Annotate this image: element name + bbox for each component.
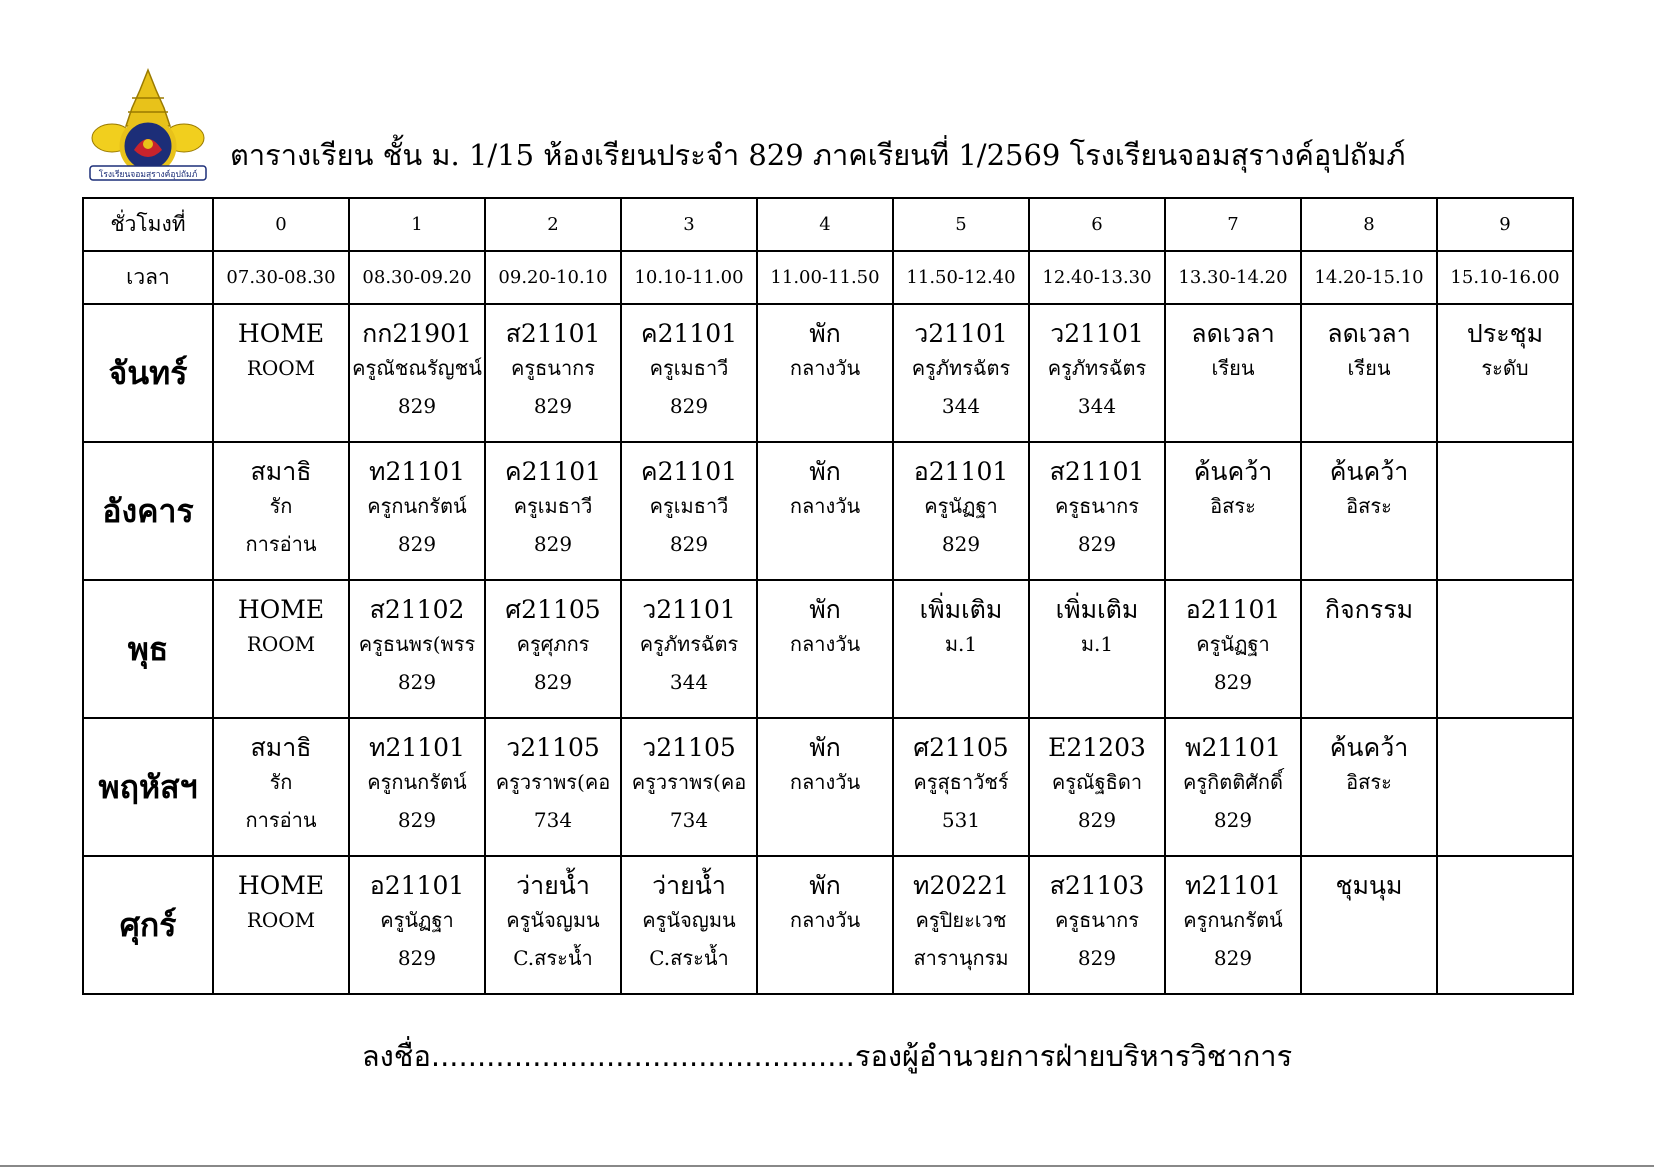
teacher-name: ครูนัจญมน [506,908,600,932]
room-number: 829 [1077,808,1117,832]
bottom-rule [0,1165,1654,1167]
subject-code: อ21101 [913,457,1009,486]
teacher-name: กลางวัน [789,356,861,380]
teacher-name: อิสระ [1346,494,1392,518]
teacher-name: ROOM [246,908,316,932]
time-slot: 07.30-08.30 [213,251,349,304]
teacher-name: ครูสุธาวัชร์ [913,770,1009,794]
period-number: 2 [485,198,621,251]
subject-code: ท20221 [912,871,1009,900]
timetable [82,197,1574,995]
subject-code: พัก [809,319,841,348]
teacher-name: ม.1 [944,632,978,656]
period-number: 4 [757,198,893,251]
teacher-name: กลางวัน [789,770,861,794]
subject-code: ลดเวลา [1191,319,1275,348]
teacher-name: ครูกิตติศักดิ์ [1183,770,1283,794]
schedule-cell [621,442,757,580]
schedule-cell [757,718,893,856]
room-number: 829 [397,946,437,970]
day-row [83,442,1573,580]
time-header-row [83,251,1573,304]
schedule-cell [349,856,485,994]
room-number: 829 [397,532,437,556]
schedule-cell [757,856,893,994]
teacher-name: ครูกนกรัตน์ [367,494,467,518]
schedule-cell [1165,442,1301,580]
schedule-cell [1029,442,1165,580]
schedule-cell [621,304,757,442]
schedule-cell [349,718,485,856]
teacher-name: รัก [269,494,293,518]
schedule-cell [1437,856,1573,994]
teacher-name: ครูภัทรฉัตร [911,356,1011,380]
schedule-cell [893,856,1029,994]
subject-code: เพิ่มเติม [1055,595,1139,624]
teacher-name: ครูณัชณรัญชน์ [352,356,482,380]
room-number: 829 [397,670,437,694]
subject-code: HOME [237,595,325,624]
time-slot: 10.10-11.00 [621,251,757,304]
room-number: 734 [533,808,573,832]
time-slot: 13.30-14.20 [1165,251,1301,304]
time-slot: 09.20-10.10 [485,251,621,304]
room-number: 829 [533,670,573,694]
schedule-cell [1301,580,1437,718]
subject-code: พ21101 [1184,733,1281,762]
schedule-cell [1165,856,1301,994]
schedule-cell [213,442,349,580]
teacher-name: อิสระ [1210,494,1256,518]
schedule-cell [1029,856,1165,994]
schedule-cell [485,580,621,718]
day-row [83,304,1573,442]
subject-code: HOME [237,871,325,900]
teacher-name: กลางวัน [789,908,861,932]
time-slot: 11.00-11.50 [757,251,893,304]
schedule-cell [621,718,757,856]
teacher-name: เรียน [1347,356,1391,380]
period-header-row [83,198,1573,251]
school-emblem-logo [86,68,210,192]
teacher-name: ROOM [246,356,316,380]
room-number: การอ่าน [245,808,317,832]
schedule-cell [349,304,485,442]
subject-code: ส21102 [369,595,465,624]
subject-code: ว่ายน้ำ [516,871,590,900]
schedule-cell [757,442,893,580]
subject-code: ว21101 [642,595,736,624]
period-number: 3 [621,198,757,251]
room-number: 344 [941,394,981,418]
schedule-cell [213,718,349,856]
day-name: พฤหัสฯ [83,718,213,856]
subject-code: อ21101 [1185,595,1281,624]
schedule-cell [1165,580,1301,718]
schedule-cell [893,580,1029,718]
schedule-cell [893,718,1029,856]
time-label: เวลา [83,251,213,304]
subject-code: ว21105 [506,733,600,762]
teacher-name: เรียน [1211,356,1255,380]
teacher-name: ครูเมธาวี [513,494,593,518]
period-number: 1 [349,198,485,251]
day-name: อังคาร [83,442,213,580]
subject-code: ศ21105 [505,595,601,624]
subject-code: ศ21105 [913,733,1009,762]
subject-code: ว21101 [914,319,1008,348]
day-row [83,580,1573,718]
subject-code: สมาธิ [250,733,312,762]
room-number: 829 [669,532,709,556]
period-number: 0 [213,198,349,251]
subject-code: ส21101 [1049,457,1145,486]
period-number: 5 [893,198,1029,251]
room-number: 531 [941,808,981,832]
subject-code: อ21101 [369,871,465,900]
schedule-cell [1029,718,1165,856]
teacher-name: ครูธนากร [510,356,596,380]
schedule-cell [1301,442,1437,580]
schedule-cell [485,304,621,442]
schedule-cell [1301,304,1437,442]
time-slot: 14.20-15.10 [1301,251,1437,304]
room-number: 829 [941,532,981,556]
teacher-name: กลางวัน [789,494,861,518]
schedule-cell [893,304,1029,442]
schedule-cell [757,580,893,718]
subject-code: พัก [809,871,841,900]
teacher-name: ครูกนกรัตน์ [1183,908,1283,932]
period-number: 8 [1301,198,1437,251]
room-number: 829 [397,808,437,832]
subject-code: ส21101 [505,319,601,348]
subject-code: พัก [809,733,841,762]
schedule-cell [213,856,349,994]
subject-code: ค้นคว้า [1329,457,1409,486]
time-slot: 15.10-16.00 [1437,251,1573,304]
teacher-name: กลางวัน [789,632,861,656]
subject-code: ค21101 [640,457,738,486]
subject-code: สมาธิ [250,457,312,486]
schedule-cell [1301,718,1437,856]
period-number: 6 [1029,198,1165,251]
schedule-cell [1301,856,1437,994]
schedule-cell [213,580,349,718]
page-title: ตารางเรียน ชั้น ม. 1/15 ห้องเรียนประจำ 829 ภาคเรียนที่ 1/2569 โรงเรียนจอมสุรางค์อุปถัมภ์ [230,138,1406,172]
day-row [83,718,1573,856]
schedule-cell [1437,718,1573,856]
period-number: 7 [1165,198,1301,251]
subject-code: ค้นคว้า [1193,457,1273,486]
teacher-name: ครูนัฏฐา [1196,632,1270,656]
time-slot: 12.40-13.30 [1029,251,1165,304]
teacher-name: ครูเมธาวี [649,356,729,380]
teacher-name: ครูนัฏฐา [924,494,998,518]
schedule-cell [1165,718,1301,856]
teacher-name: ครูวราพร(คอ [495,770,611,794]
schedule-cell [621,580,757,718]
subject-code: ท21101 [368,733,465,762]
subject-code: ส21103 [1049,871,1145,900]
room-number: 829 [533,394,573,418]
day-name: ศุกร์ [83,856,213,994]
teacher-name: ครูภัทรฉัตร [1047,356,1147,380]
day-name: จันทร์ [83,304,213,442]
room-number: 829 [669,394,709,418]
subject-code: ค้นคว้า [1329,733,1409,762]
room-number: 829 [533,532,573,556]
schedule-cell [485,856,621,994]
teacher-name: ครูธนากร [1054,494,1140,518]
room-number: 734 [669,808,709,832]
subject-code: กิจกรรม [1324,595,1414,624]
room-number: การอ่าน [245,532,317,556]
schedule-cell [1165,304,1301,442]
subject-code: ลดเวลา [1327,319,1411,348]
teacher-name: ครูนัจญมน [642,908,736,932]
teacher-name: ครูนัฏฐา [380,908,454,932]
schedule-cell [1029,580,1165,718]
day-name: พุธ [83,580,213,718]
schedule-cell [349,580,485,718]
room-number: สารานุกรม [913,946,1009,970]
time-slot: 08.30-09.20 [349,251,485,304]
schedule-cell [485,442,621,580]
teacher-name: ครูศุภกร [516,632,590,656]
subject-code: เพิ่มเติม [919,595,1003,624]
teacher-name: ครูวราพร(คอ [631,770,747,794]
room-number: 344 [1077,394,1117,418]
subject-code: พัก [809,457,841,486]
subject-code: พัก [809,595,841,624]
schedule-cell [349,442,485,580]
room-number: 344 [669,670,709,694]
schedule-cell [1437,304,1573,442]
period-number: 9 [1437,198,1573,251]
period-label: ชั่วโมงที่ [83,198,213,251]
room-number: 829 [1077,946,1117,970]
teacher-name: ครูธนพร(พรร [358,632,476,656]
schedule-cell [757,304,893,442]
subject-code: ว21101 [1050,319,1144,348]
schedule-cell [621,856,757,994]
teacher-name: ครูปิยะเวช [915,908,1007,932]
room-number: 829 [1213,808,1253,832]
room-number: C.สระน้ำ [649,946,729,970]
subject-code: E21203 [1048,733,1146,762]
teacher-name: อิสระ [1346,770,1392,794]
schedule-cell [1029,304,1165,442]
room-number: 829 [1213,670,1253,694]
subject-code: ท21101 [1184,871,1281,900]
subject-code: กก21901 [362,319,472,348]
logo-text: โรงเรียนจอมสุรางค์อุปถัมภ์ [98,170,198,180]
time-slot: 11.50-12.40 [893,251,1029,304]
day-row [83,856,1573,994]
room-number: 829 [1077,532,1117,556]
teacher-name: ม.1 [1080,632,1114,656]
subject-code: HOME [237,319,325,348]
room-number: 829 [1213,946,1253,970]
room-number: 829 [397,394,437,418]
teacher-name: รัก [269,770,293,794]
subject-code: ค21101 [504,457,602,486]
schedule-cell [213,304,349,442]
schedule-cell [893,442,1029,580]
teacher-name: ครูณัฐธิดา [1051,770,1143,794]
subject-code: ว21105 [642,733,736,762]
teacher-name: ครูเมธาวี [649,494,729,518]
teacher-name: ครูภัทรฉัตร [639,632,739,656]
signature-line: ลงชื่อ..............................................รองผู้อำนวยการฝ่ายบริหารวิชาการ [361,1039,1293,1073]
subject-code: ชุมนุม [1335,871,1403,900]
schedule-cell [1437,442,1573,580]
teacher-name: ระดับ [1481,356,1529,380]
subject-code: ค21101 [640,319,738,348]
schedule-cell [1437,580,1573,718]
teacher-name: ครูกนกรัตน์ [367,770,467,794]
teacher-name: ROOM [246,632,316,656]
teacher-name: ครูธนากร [1054,908,1140,932]
subject-code: ประชุม [1466,319,1544,348]
room-number: C.สระน้ำ [513,946,593,970]
schedule-cell [485,718,621,856]
subject-code: ว่ายน้ำ [652,871,726,900]
subject-code: ท21101 [368,457,465,486]
